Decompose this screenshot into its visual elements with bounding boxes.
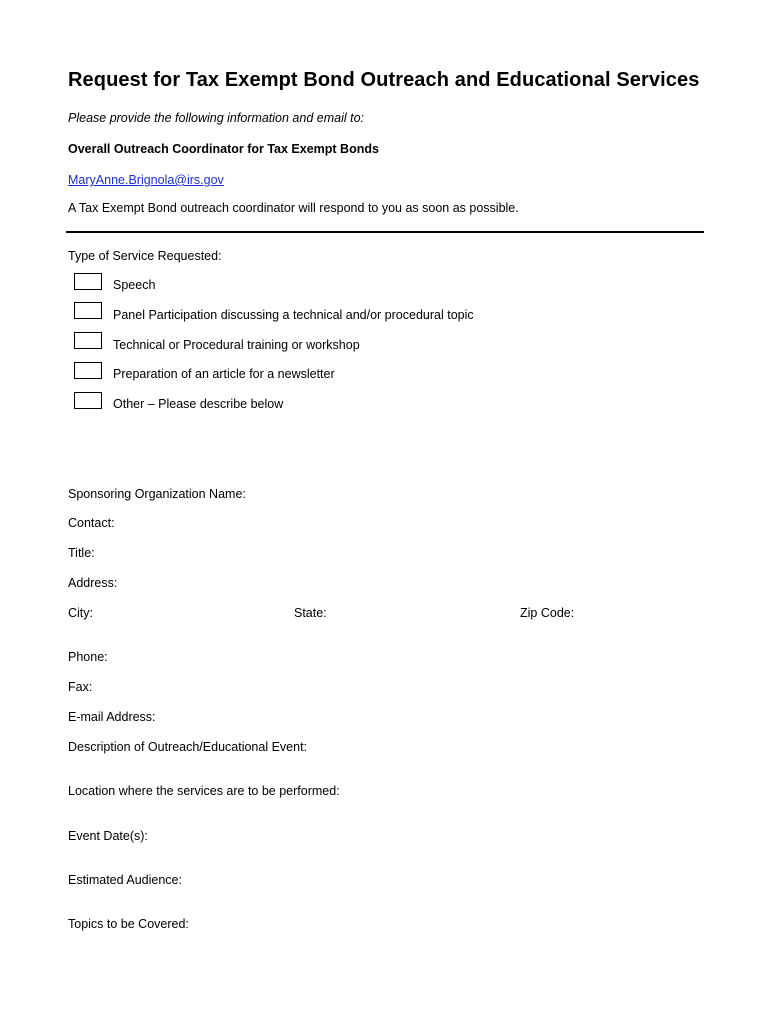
page-title: Request for Tax Exempt Bond Outreach and Educational Services xyxy=(68,69,700,91)
coordinator-title: Overall Outreach Coordinator for Tax Exempt Bonds xyxy=(68,142,379,156)
title-field-label: Title: xyxy=(68,546,95,560)
newsletter-article-checkbox[interactable] xyxy=(74,362,102,379)
intro-text: Please provide the following information and email to: xyxy=(68,111,365,125)
event-description-label: Description of Outreach/Educational Event: xyxy=(68,740,308,754)
other-label: Other – Please describe below xyxy=(113,397,284,411)
estimated-audience-label: Estimated Audience: xyxy=(68,873,182,887)
speech-label: Speech xyxy=(113,278,156,292)
location-label: Location where the services are to be performed: xyxy=(68,784,340,798)
response-note: A Tax Exempt Bond outreach coordinator will respond to you as soon as possible. xyxy=(68,201,519,215)
state-label: State: xyxy=(294,606,327,620)
zip-code-label: Zip Code: xyxy=(520,606,575,620)
training-workshop-label: Technical or Procedural training or workshop xyxy=(113,338,360,352)
service-heading: Type of Service Requested: xyxy=(68,249,222,263)
speech-checkbox[interactable] xyxy=(74,273,102,290)
panel-participation-label: Panel Participation discussing a technical and/or procedural topic xyxy=(113,308,474,322)
training-workshop-checkbox[interactable] xyxy=(74,332,102,349)
fax-label: Fax: xyxy=(68,680,93,694)
city-label: City: xyxy=(68,606,93,620)
panel-participation-checkbox[interactable] xyxy=(74,302,102,319)
coordinator-email-link[interactable]: MaryAnne.Brignola@irs.gov xyxy=(68,173,224,187)
topics-label: Topics to be Covered: xyxy=(68,917,189,931)
email-address-label: E-mail Address: xyxy=(68,710,156,724)
address-label: Address: xyxy=(68,576,118,590)
contact-label: Contact: xyxy=(68,516,115,530)
other-checkbox[interactable] xyxy=(74,392,102,409)
event-dates-label: Event Date(s): xyxy=(68,829,148,843)
phone-label: Phone: xyxy=(68,650,108,664)
newsletter-article-label: Preparation of an article for a newsletter xyxy=(113,367,335,381)
sponsor-label: Sponsoring Organization Name: xyxy=(68,487,246,501)
section-divider xyxy=(66,231,704,233)
